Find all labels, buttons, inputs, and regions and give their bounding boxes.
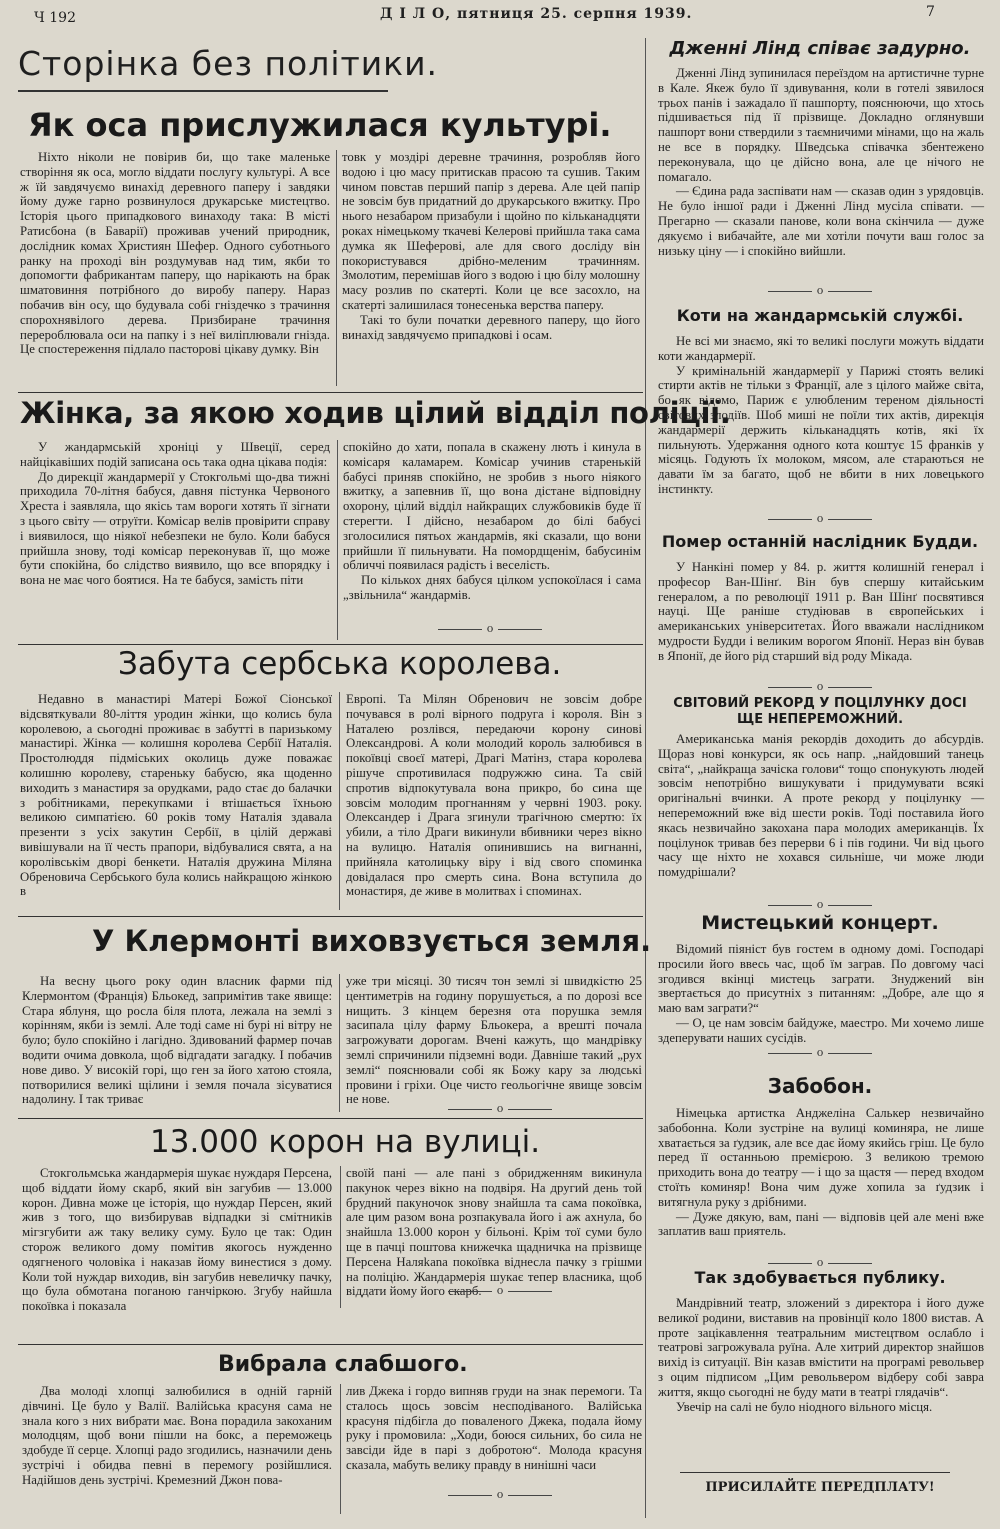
article-title-cats: Коти на жандармській службі. (676, 306, 964, 325)
article-text-theater (658, 1296, 984, 1466)
article-text-weaker-1 (22, 1384, 332, 1514)
article-text-wasp-2 (342, 150, 640, 388)
paragraph: Американська манія рекордів доходить до абсурдів. Щораз нові конкурси, як ось напр. „найдовший танець світа“, „найкраща зачіска голови“ тощо спонукують людей зовсім непотрібно вишукувати і придумувати всякі оригінальні вчинки. А проте рекорд у поцілунку — непереможний вже від шести років. Тоді поставила його якась незвичайно закохана пара молодих американців. Їх поцілунок тривав без перерви 6 і пів години. Чи від цього часу ще ніхто не хохався сильніше, чи може люди помудрішали? (658, 732, 984, 880)
column-rule (339, 974, 340, 1112)
article-text-woman-2 (343, 440, 641, 622)
article-title-kronor: 13.000 корон на вулиці. (150, 1124, 541, 1160)
article-text-kronor-1 (22, 1166, 332, 1314)
paragraph: У кримінальній жандармерії у Парижі стоять великі стирти актів не тільки з Франції, але з цілого майже світа, бо як відомо, Париж є улюбленим тереном діяльності світових злодіїв. Шоб миші не поїли тих актів, дирекція жандармерії держить кільканадцять котів, які їх пильнують. Удержання одного кота коштує 15 франків у місяць. Годують їх молоком, мясом, але стараються не давати їм за багато, щоб не вбити в них ловецького інстинкту. (658, 363, 984, 496)
article-text-buddha (658, 560, 984, 680)
article-title-kiss: СВІТОВИЙ РЕКОРД У ПОЦІЛУНКУ ДОСІ ЩЕ НЕПЕРЕМОЖНИЙ. (673, 696, 967, 727)
paragraph: уже три місяці. 30 тисяч тон землі зі швидкістю 25 центиметрів на годину порушується, а по дорозі все нищить. З кінцем березня ота порушка земля засипала цілу фарму Бльокера, а врешті почала загрожувати дорогам. Вчені кажуть, що мандрівку землі спричинили підземні води. Давніше такий „рух землі“ пояснювали собі як Божу кару за людські провини і гріхи. Оце чисто геольогічне явище зовсім не нове. (346, 974, 642, 1107)
article-text-queen-1 (20, 692, 332, 912)
article-title-theater: Так здобувається публику. (694, 1268, 946, 1287)
ornament-divider: o (400, 1284, 600, 1297)
article-title-woman: Жінка, за якою ходив цілий відділ поліції. (20, 396, 731, 430)
article-title-superstition: Забобон. (767, 1074, 873, 1098)
paragraph: До дирекції жандармерії у Стокгольмі що-два тижні приходила 70-літня бабуся, давня пістунка Червоного Хреста і заявляла, що якісь там вороги хотять її зігнати з цього світу — отруїти. Комісар велів провірити справу і виявилося, що ніякої небезпеки не було. Коли бабуся прийшла знову, тоді комісар переконував її, що може бути спокійна, бо слідство виявило, що все впорядку і вона не має чого боятися. На те бабуся, замість піти (20, 469, 330, 588)
ornament-divider: o (720, 1046, 920, 1059)
ornament-divider: o (720, 680, 920, 693)
article-text-woman-1 (20, 440, 330, 644)
paragraph: Не всі ми знаємо, які то великі послуги можуть віддати коти жандармерії. (658, 334, 984, 363)
paragraph: По кількох днях бабуся цілком успокоїлася і сама „звільнила“ жандармів. (343, 573, 641, 602)
divider (18, 1118, 643, 1119)
banner-title: Сторінка без політики. (18, 44, 439, 83)
paragraph: лив Джека і гордо випняв груди на знак перемоги. Та сталось щось зовсім несподіваного. Валійська красуня підбігла до поваленого Джека, подала йому руку і промовила: „Ходи, боюся сильних, бо сила не завсіди йде в парі з добротою“. Молода красуня сказала, мабуть велику правду в нинішні часи (346, 1384, 642, 1472)
paragraph: Увечір на салі не було ніодного вільного місця. (676, 1399, 933, 1414)
article-title-buddha: Помер останній наслідник Будди. (661, 532, 979, 551)
paragraph: своїй пані — але пані з обридженням викинула пакунок через вікно на подвіря. На другий день той брудний пакуночок знову знайшла та сама покоївка, але цим разом вона розпакувала його і аж ахнула, бо знайшла 13.000 корон у більоні. Крім тої суми було ще в пачці поштова книжечка щадничка на прізвище Персена Наляkana покоївка віднесла пачку з грішми на поліцію. Жандармерія шукає тепер власника, щоб віддати йому його скарб. (346, 1166, 642, 1299)
article-text-kiss (658, 732, 984, 902)
paragraph: Німецька артистка Анджеліна Салькер незвичайно забобонна. Коли зустріне на вулиці коминяра, не лише хватається за ґудзик, але все дає йому якийсь гріш. Це було перед її останньою премієрою. З великою тремою приходить вона до театру — і що за щастя — перед входом стоїть коминяр! Вона чим дуже хопила за ґудзик і витягнула руку з дрібними. (658, 1106, 984, 1209)
paragraph: Відомий піяніст був гостем в одному домі. Господарі просили його ввесь час, щоб їм заграв. По довгому часі згодився вкінці мистець заграти. Знуджений він звертається до присутніх з питанням: „Добре, але що я маю вам заграти?“ (658, 942, 984, 1016)
ornament-divider: o (400, 1102, 600, 1115)
column-rule (340, 1166, 341, 1308)
article-title-concert: Мистецький концерт. (701, 912, 939, 934)
article-title-lind: Дженні Лінд співає задурно. (669, 38, 971, 59)
paragraph: Такі то були початки деревного паперу, що його винахід завдячуємо припадкові і осам. (342, 312, 640, 342)
paragraph: — Єдина рада заспівати нам — сказав один з урядовців. Не було іншої ради і Дженні Лінд мусіла співати. — Прегарно — сказали панове, коли вона скінчила — дуже дякуємо і вибачайте, але ми хотіли почути ваш голос за низьку ціну — і спокійно вийшли. (658, 184, 984, 258)
article-text-wasp-1 (20, 150, 330, 388)
ornament-divider: o (720, 284, 920, 297)
article-text-clermont-1 (22, 974, 332, 1114)
article-title-clermont: У Клермонті виховзується земля. (92, 924, 652, 958)
article-text-superstition (658, 1106, 984, 1256)
subscribe-call: ПРИСИЛАЙТЕ ПЕРЕДПЛАТУ! (705, 1480, 935, 1495)
article-text-weaker-2 (346, 1384, 642, 1488)
paragraph: У жандармській хроніці у Швеції, серед найцікавіших подій записана ось така одна цікава подія: (20, 440, 330, 469)
column-rule (340, 1384, 341, 1514)
page-number-right: 7 (926, 4, 935, 20)
divider (18, 644, 643, 645)
article-title-weaker: Вибрала слабшого. (218, 1352, 468, 1377)
paragraph: — О, це нам зовсім байдуже, маестро. Ми хочемо лише здеперувати наших сусідів. (658, 1015, 984, 1045)
ornament-divider: o (720, 1256, 920, 1269)
ornament-divider: o (390, 622, 590, 635)
paragraph: Стокгольмська жандармерія шукає нуждаря Персена, щоб віддати йому скарб, який він загубив — 13.000 корон. Дивна може це історія, що нуждар Персен, який жив з того, що визбирував відпадки зі смітників мігзгубити аж таку велику суму. Було це так: Один сторож великого дому помітив якогось нужденно одягненого чоловіка і наказав йому винестися з дому. Коли той нуждар виходив, він загубив невеличку пачку, що була обмотана поганою ганчіркою. Згубу найшла покоївка і показала (22, 1166, 332, 1314)
column-rule (645, 38, 646, 1518)
paragraph: Европі. Та Мілян Обренович не зовсім добре почувався в ролі вірного подруга і короля. Він з Наталею розлівся, передаючи корону синові Олександрові. А коли молодий король залюбився в покоївці своєї матері, Драгі Матінз, стара королева рішуче спротивилася подружжю сина. Та свій спротив відпокутувала вона прикро, бо сина ще зовсім молодим прогнанням у червні 1903. року. Олександер і Драга згинули трагічною смертю: їх убили, а тіло Драги викинули вбивники через вікно на вулицю. Наталія опинившись на вигнанні, прийняла католицьку віру і від свого споминка довідалася про смерть сина. Вона вступила до монастиря, де живе в молитвах і споминах. (346, 692, 642, 899)
article-text-concert (658, 942, 984, 1045)
ornament-divider: o (720, 512, 920, 525)
paragraph: Мандрівний театр, зложений з директора і його дуже великої родини, виставив на провінції коло 1800 вистав. А проте зацікавлення театральним мистецтвом ослабло і театрові загрожувала руїна. Але хитрий директор знайшов вихід із ситуації. Він казав вмістити на програмі револьвер з оцим підписом „Цим револьвером відберу собі завра життя, якщо сьогодні не буду мати в театрі глядачів“. (658, 1296, 984, 1399)
article-text-cats (658, 334, 984, 512)
paragraph: товк у моздірі деревне трачиння, розробляв його водою і цю масу притискав прасою та сушив. Таким чином повстав перший папір з дерева. Але цей папір не зовсім був придатний до друкарського вжитку. Про нього незабаром призабули і щойно по кільканадцяти роках німецькому ткачеві Келерові прийшла така сама думка як Шеферові, але для свого досліду він покористувався дрібно-меленим трачинням. Змолотим, перемішав його з водою і цю білу молошну масу розлив по скатерті. Коли це все засохло, на скатерті залишилася тонесенька верства паперу. (342, 150, 640, 312)
article-title-queen: Забута сербська королева. (118, 646, 562, 682)
column-rule (337, 440, 338, 640)
paragraph: — Дуже дякую, вам, пані — відповів цей але мені вже заплатив ваш приятель. (658, 1209, 984, 1239)
paragraph: У Нанкіні помер у 84. р. життя колишній генерал і професор Ван-Шінґ. Він був спершу китайським генералом, а по революції 1911 р. Ван Шінґ посвятився науці. Ще раніше студіював в європейських і американських університетах. Його вважали наслідником мудрости Будди і великим ворогом Японії. Нераз він бував в Японії, де його рід старший від роду Мікада. (658, 560, 984, 663)
article-text-queen-2 (346, 692, 642, 912)
column-rule (339, 692, 340, 910)
paragraph: Ніхто ніколи не повірив би, що таке маленьке створіння як оса, могло віддати послугу культурі. А все ж їй завдячуємо винахід деревного паперу і завдяки йому дуже гарно розвинулося друкарське мистецтво. Історія цього припадкового винаходу така: В місті Ратисбона (в Баварії) проживав учений природник, дослідник комах Християн Шефер. Одного суботнього ранку на проході він роздумував над тим, якби то допомогти фабрикантам паперу, що нарікають на брак шматовиння потрібного до виробу паперу. Нараз побачив він осу, що будувала собі гніздечко з трачиння спорохнявілого дерева. Призбиране трачиння перероблювала оси на папку і з неї виліплювали гнізда. Це спостереження підлало пасторові цікаву думку. Він (20, 150, 330, 357)
article-text-clermont-2 (346, 974, 642, 1107)
column-rule (336, 150, 337, 386)
paragraph: Недавно в манастирі Матері Божої Сіонської відсвяткували 80-ліття уродин жінки, що колись була королевою, а сьогодні проживає в забутті в паризькому манастирі. Жінка — колишня королева Сербії Наталія. Простолюддя підміських околиць дуже поважає колишню королеву, стареньку бабусю, яка щоденно виходить з манастиря за орудками, радо стає до балачки з робітниками, перекупками і втішається їхньою великою симпатією. 60 років тому Наталія здавала презенти з усіх закутин Сербії, в цілій державі вивішували на її честь прапори, відбувалися свята, а на королівськім дворі бенкети. Наталія дружина Міляна Обреновича Сербського була колись найкращою жінкою в (20, 692, 332, 899)
divider (18, 392, 643, 393)
ornament-divider: o (400, 1488, 600, 1501)
divider (680, 1472, 950, 1473)
article-text-lind (658, 66, 984, 280)
banner-underline (18, 90, 388, 92)
paragraph: На весну цього року один власник фарми під Клермонтом (Франція) Бльокед, запримітив таке явище: Стара яблуня, що росла біля плота, лежала на землі з корінням, якби із землі. Але тоді саме ні бурі ні вітру не було; було спокійно і лагідно. Здивований фармер почав водити очима довкола, щоб відгадати загадку. І побачив нове диво. У високій горі, що ген за його хатою стояла, потворилися великі щілини і земля почала зісуватися надолину. І так триває (22, 974, 332, 1107)
paragraph: Два молоді хлопці залюбилися в одній гарній дівчині. Це було у Валії. Валійська красуня сама не знала кого з них вибрати має. Вона порадила закоханим молодцям, щоб вони пішли на бокс, а переможець здобуде її серце. Хлопці радо згодились, назначили день зустрічі і обидва певні в перемогу розійшлися. Надійшов день зустрічі. Кремезний Джон пова- (22, 1384, 332, 1487)
masthead: Д І Л О, пятниця 25. серпня 1939. (380, 6, 693, 22)
divider (18, 916, 643, 917)
article-text-kronor-2 (346, 1166, 642, 1299)
paragraph: Дженні Лінд зупинилася переїздом на артистичне турне в Кале. Якеж було її здивування, коли в готелі зявилося трьох панів і зажадало її пашпорту, пояснюючи, що хтось підшивається під її прізвище. Докладно оглянувши пашпорт вони ствердили з таємничими мінами, що на жаль не все в порядку. Шведська співачка збентежено переконувала, що це дійсно вона, але це нічого не помагало. (658, 66, 984, 184)
ornament-divider: o (720, 898, 920, 911)
divider (18, 1344, 643, 1345)
paragraph: спокійно до хати, попала в скажену лють і кинула в комісаря каламарем. Комісар учинив старенькій бабусі приняв спокійно, не зробив з нього ніякого вжитку, а запевнив її, що вона дістане відповідну охорону, цілий відділ найкращих службовиків буде її стерегти. І дійсно, незабаром до білі бабусі зголосилися пятьох жандармів, які сказали, що вони прийшли її пильнувати. На помордщенім, бабусинім обличчі появилася радість і веселість. (343, 440, 641, 573)
page-number: Ч 192 (34, 10, 76, 26)
article-title-wasp: Як оса прислужилася культурі. (28, 106, 612, 144)
